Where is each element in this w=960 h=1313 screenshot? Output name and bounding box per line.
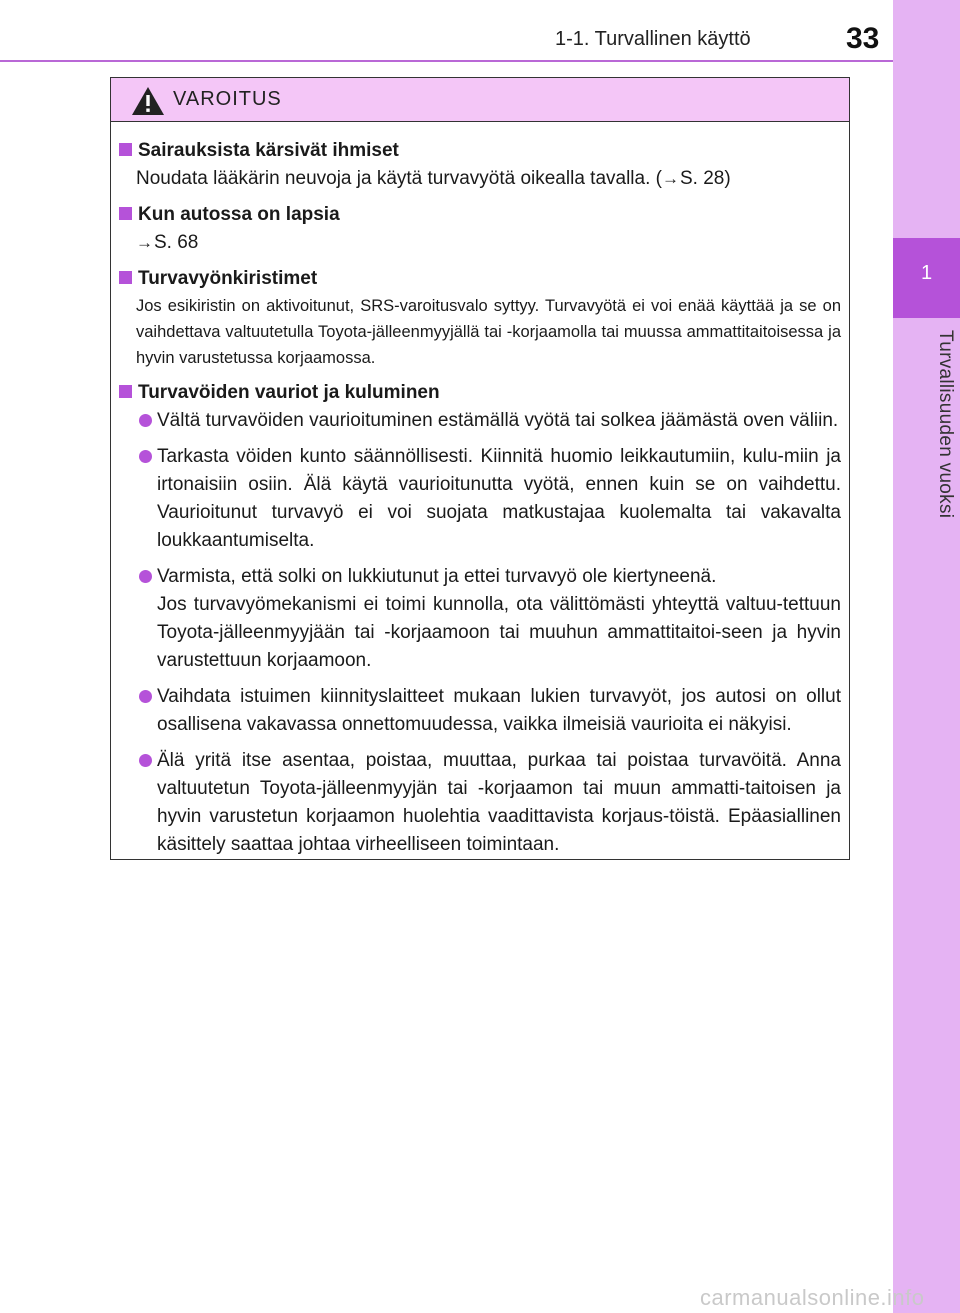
section-illness [119,137,841,193]
list-item: Vältä turvavöiden vaurioituminen estämällä vyötä tai solkea jäämästä oven väliin. [119,407,841,435]
arrow-right-icon: → [136,233,153,252]
chapter-number: 1 [920,262,933,284]
round-bullet-icon [139,690,152,703]
section-heading: Turvavöiden vauriot ja kuluminen [119,379,841,407]
warning-box [110,77,850,860]
round-bullet-icon [139,450,152,463]
warning-header [111,78,849,122]
chapter-label: Turvallisuuden vuoksi [935,330,956,519]
section-heading: Kun autossa on lapsia [119,201,841,229]
round-bullet-icon [139,570,152,583]
list-item: Tarkasta vöiden kunto säännöllisesti. Kiinnitä huomio leikkautumiin, kulu-miin ja irtonaisiin osiin. Älä käytä vaurioitunutta vyötä, ennen kuin se on vaihdettu. Vaurioitunut turvavyö ei voi suojata matkustajaa kuolemalta tai vakavalta loukkaantumiselta. [119,443,841,555]
page-number: 33 [846,22,880,55]
section-text: Jos esikiristin on aktivoitunut, SRS-varoitusvalo syttyy. Turvavyötä ei voi enää käyttää ja se on vaihdettava valtuutetulla Toyota-jälleenmyyjällä tai -korjaamolla tai muussa ammattitaitoisessa ja hyvin varustetussa korjaamossa. [136,297,841,367]
list-item: Älä yritä itse asentaa, poistaa, muuttaa, purkaa tai poistaa turvavöitä. Anna valtuutetun Toyota-jälleenmyyjän tai -korjaamon tai muun ammatti-taitoisen ja hyvin varustetun korjaamon huolehtia vaadittavista korjaus-töistä. Epäasiallinen käsittely saattaa johtaa virheelliseen toimintaan. [119,747,841,859]
section-text [136,229,841,257]
page-reference[interactable]: S. 28 [679,168,725,189]
round-bullet-icon [139,754,152,767]
square-bullet-icon [119,207,132,220]
page-reference[interactable]: S. 68 [154,232,199,253]
warning-body [111,122,849,859]
square-bullet-icon [119,385,132,398]
square-bullet-icon [119,143,132,156]
section-heading: Turvavyönkiristimet [119,265,841,293]
section-damage [119,379,841,859]
section-children [119,201,841,257]
square-bullet-icon [119,271,132,284]
section-title: 1-1. Turvallinen käyttö [555,28,751,50]
chapter-side-tab [893,0,960,1313]
header-divider [0,60,893,62]
section-text: Noudata lääkärin neuvoja ja käytä turvavyötä oikealla tavalla. (→S. 28) [136,168,731,189]
arrow-right-icon: → [661,169,679,188]
watermark: carmanualsonline.info [700,1285,925,1310]
section-heading: Sairauksista kärsivät ihmiset [119,137,841,165]
section-pretensioners [119,265,841,371]
list-item: Varmista, että solki on lukkiutunut ja ettei turvavyö ole kiertyneenä. Jos turvavyömekanismi ei toimi kunnolla, ota välittömästi yhteyttä valtuu-tettuun Toyota-jälleenmyyjään tai -korjaamoon tai muuhun ammattitaitoi-seen ja hyvin varustettuun korjaamoon. [119,563,841,675]
warning-triangle-icon [130,85,166,117]
list-item: Vaihdata istuimen kiinnityslaitteet mukaan lukien turvavyöt, jos autosi on ollut osallisena vakavassa onnettomuudessa, vaikka ilmeisiä vaurioita ei näkyisi. [119,683,841,739]
round-bullet-icon [139,414,152,427]
warning-title: VAROITUS [173,88,282,110]
